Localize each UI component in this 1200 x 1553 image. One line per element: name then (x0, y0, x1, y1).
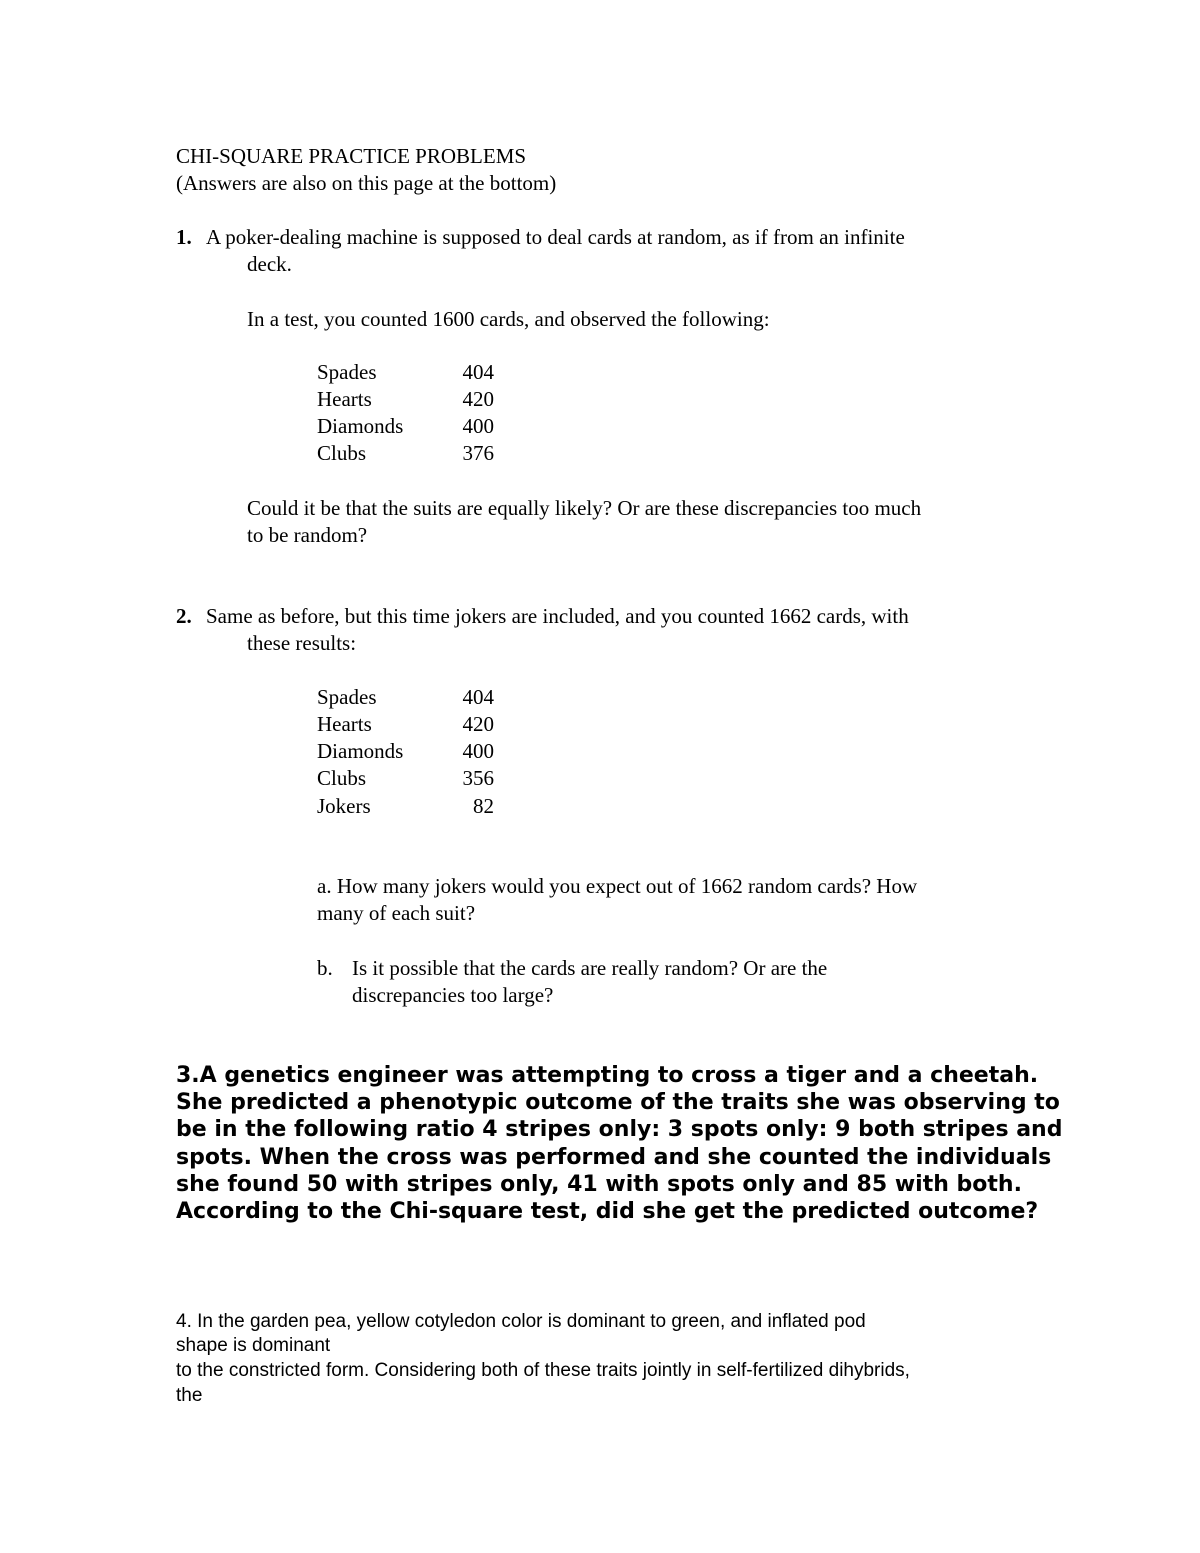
problem-1-question-line-1: Could it be that the suits are equally likely? Or are these discrepancies too much (247, 496, 922, 520)
problem-3-line: According to the Chi-square test, did she get the predicted outcome? (176, 1199, 1039, 1224)
suit-name: Spades (317, 685, 377, 709)
suit-count: 400 (462, 739, 494, 763)
table-row (317, 684, 517, 711)
problem-3-line: she found 50 with stripes only, 41 with spots only and 85 with both. (176, 1172, 1022, 1197)
table-row (317, 359, 517, 386)
problem-2-part-a-line-2: many of each suit? (317, 901, 476, 925)
suit-name: Diamonds (317, 739, 404, 763)
suit-name: Spades (317, 360, 377, 384)
table-row (317, 765, 517, 792)
problem-4-line: 4. In the garden pea, yellow cotyledon color is dominant to green, and inflated pod (176, 1311, 866, 1332)
problem-1-text-line-1: A poker-dealing machine is supposed to deal cards at random, as if from an infinite (206, 225, 905, 249)
suit-count: 420 (462, 712, 494, 736)
suit-name: Hearts (317, 712, 372, 736)
suit-count: 400 (462, 414, 494, 438)
problem-2-part-b-line-2: discrepancies too large? (352, 983, 554, 1007)
suit-name: Jokers (317, 794, 371, 818)
problem-1-test-line: In a test, you counted 1600 cards, and observed the following: (247, 307, 770, 331)
problem-2-text-line-1: Same as before, but this time jokers are included, and you counted 1662 cards, with (206, 604, 909, 628)
problem-1-number: 1. (176, 225, 192, 249)
problem-4-line: the (176, 1385, 203, 1406)
suit-name: Clubs (317, 766, 367, 790)
suit-count: 420 (462, 387, 494, 411)
problem-2-number: 2. (176, 604, 192, 628)
problem-1-text-line-2: deck. (247, 252, 292, 276)
problem-4-line: shape is dominant (176, 1335, 331, 1356)
suit-count: 82 (473, 794, 494, 818)
problem-2-part-b-label: b. (317, 956, 333, 980)
suit-name: Hearts (317, 387, 372, 411)
table-row (317, 386, 517, 413)
suit-name: Diamonds (317, 414, 404, 438)
problem-2-text-line-2: these results: (247, 631, 357, 655)
table-row (317, 738, 517, 765)
problem-1-question-line-2: to be random? (247, 523, 368, 547)
problem-4-line: to the constricted form. Considering both of these traits jointly in self-fertilized dihybrids, (176, 1360, 910, 1381)
table-row (317, 413, 517, 440)
problem-2-part-a-line-1: a. How many jokers would you expect out of 1662 random cards? How (317, 874, 918, 898)
table-row (317, 711, 517, 738)
table-row (317, 440, 517, 467)
suit-count: 356 (462, 766, 494, 790)
problem-3-line: She predicted a phenotypic outcome of the traits she was observing to (176, 1090, 1060, 1115)
problem-3-line: 3.A genetics engineer was attempting to cross a tiger and a cheetah. (176, 1063, 1039, 1088)
problem-3-line: be in the following ratio 4 stripes only: 3 spots only: 9 both stripes and (176, 1117, 1063, 1142)
table-row (317, 793, 517, 820)
suit-count: 404 (462, 685, 494, 709)
page-subtitle: (Answers are also on this page at the bottom) (176, 171, 557, 195)
problem-3-line: spots. When the cross was performed and she counted the individuals (176, 1145, 1052, 1170)
page-title: CHI-SQUARE PRACTICE PROBLEMS (176, 144, 527, 168)
suit-count: 376 (462, 441, 494, 465)
suit-count: 404 (462, 360, 494, 384)
problem-2-part-b-line-1: Is it possible that the cards are really random? Or are the (352, 956, 828, 980)
suit-name: Clubs (317, 441, 367, 465)
